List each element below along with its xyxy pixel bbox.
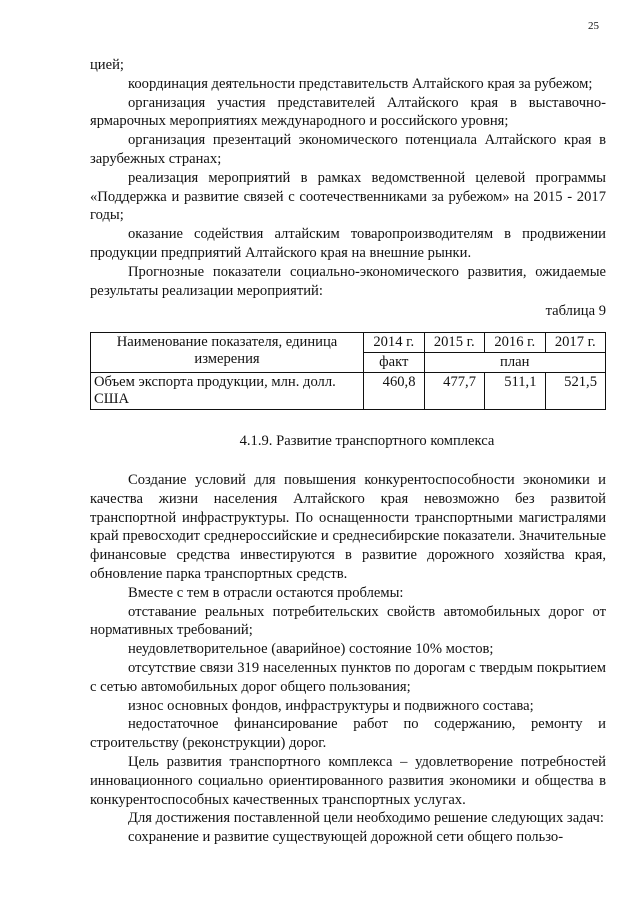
body-paragraph: неудовлетворительное (аварийное) состояние 10% мостов; — [128, 641, 494, 658]
row-value: 511,1 — [485, 373, 546, 410]
indicators-table — [90, 332, 606, 410]
column-header-year: 2016 г. — [485, 333, 546, 353]
row-name: Объем экспорта продукции, млн. долл. США — [91, 373, 364, 410]
section-title: 4.1.9. Развитие транспортного комплекса — [239, 433, 495, 450]
body-paragraph: Создание условий для повышения конкурентоспособности экономики и качества жизни населения Алтайского края невозможно без развитой транспортной инфраструктуры. По оснащенности транспортными магистралями край превосходит среднероссийские и среднесибирские показатели. Значительные финансовые средства инвестируются в развитие дорожного хозяйства края, обновление парка транспортных средств. — [90, 471, 606, 582]
page-content — [90, 56, 606, 847]
row-value: 521,5 — [545, 373, 606, 410]
body-paragraph: отсутствие связи 319 населенных пунктов по дорогам с твердым покрытием с сетью автомобильных дорог общего пользования; — [90, 659, 606, 695]
body-paragraph: Для достижения поставленной цели необходимо решение следующих задач: — [128, 810, 604, 827]
body-paragraph: недостаточное финансирование работ по содержанию, ремонту и строительству (реконструкции) дорог. — [90, 716, 606, 752]
body-paragraph: износ основных фондов, инфраструктуры и подвижного состава; — [128, 697, 534, 714]
intro-paragraph: организация презентаций экономического потенциала Алтайского края в зарубежных странах; — [90, 132, 606, 167]
column-header-year: 2017 г. — [545, 333, 606, 353]
intro-paragraph: координация деятельности представительств Алтайского края за рубежом; — [128, 75, 593, 92]
intro-paragraph: Прогнозные показатели социально-экономического развития, ожидаемые результаты реализации мероприятий: — [90, 263, 606, 299]
body-paragraph: Вместе с тем в отрасли остаются проблемы: — [128, 584, 404, 601]
intro-paragraph: цией; — [90, 57, 124, 73]
row-value: 477,7 — [424, 373, 485, 410]
row-value: 460,8 — [364, 373, 425, 410]
table-row — [91, 373, 606, 410]
fact-label: факт — [364, 353, 425, 373]
intro-paragraph: оказание содействия алтайским товаропроизводителям в продвижении продукции предприятий Алтайского края на внешние рынки. — [90, 226, 606, 261]
intro-paragraph: реализация мероприятий в рамках ведомственной целевой программы «Поддержка и развитие связей с соотечественниками за рубежом» на 2015 - 2017 годы; — [90, 169, 606, 224]
body-paragraph: сохранение и развитие существующей дорожной сети общего пользо- — [128, 829, 564, 846]
plan-label: план — [424, 353, 606, 373]
column-header-name: Наименование показателя, единица измерения — [91, 333, 364, 373]
table-caption: таблица 9 — [545, 303, 606, 320]
column-header-year: 2015 г. — [424, 333, 485, 353]
table-header-row — [91, 333, 606, 353]
body-paragraph: отставание реальных потребительских свойств автомобильных дорог от нормативных требований; — [90, 603, 606, 639]
column-header-year: 2014 г. — [364, 333, 425, 353]
intro-paragraph: организация участия представителей Алтайского края в выставочно-ярмарочных мероприятиях международного и российского уровня; — [90, 94, 606, 130]
body-paragraph: Цель развития транспортного комплекса – удовлетворение потребностей инновационного социально ориентированного развития экономики и общества в конкурентоспособных качественных транспортных услугах. — [90, 753, 606, 808]
page-number: 25 — [588, 20, 599, 32]
